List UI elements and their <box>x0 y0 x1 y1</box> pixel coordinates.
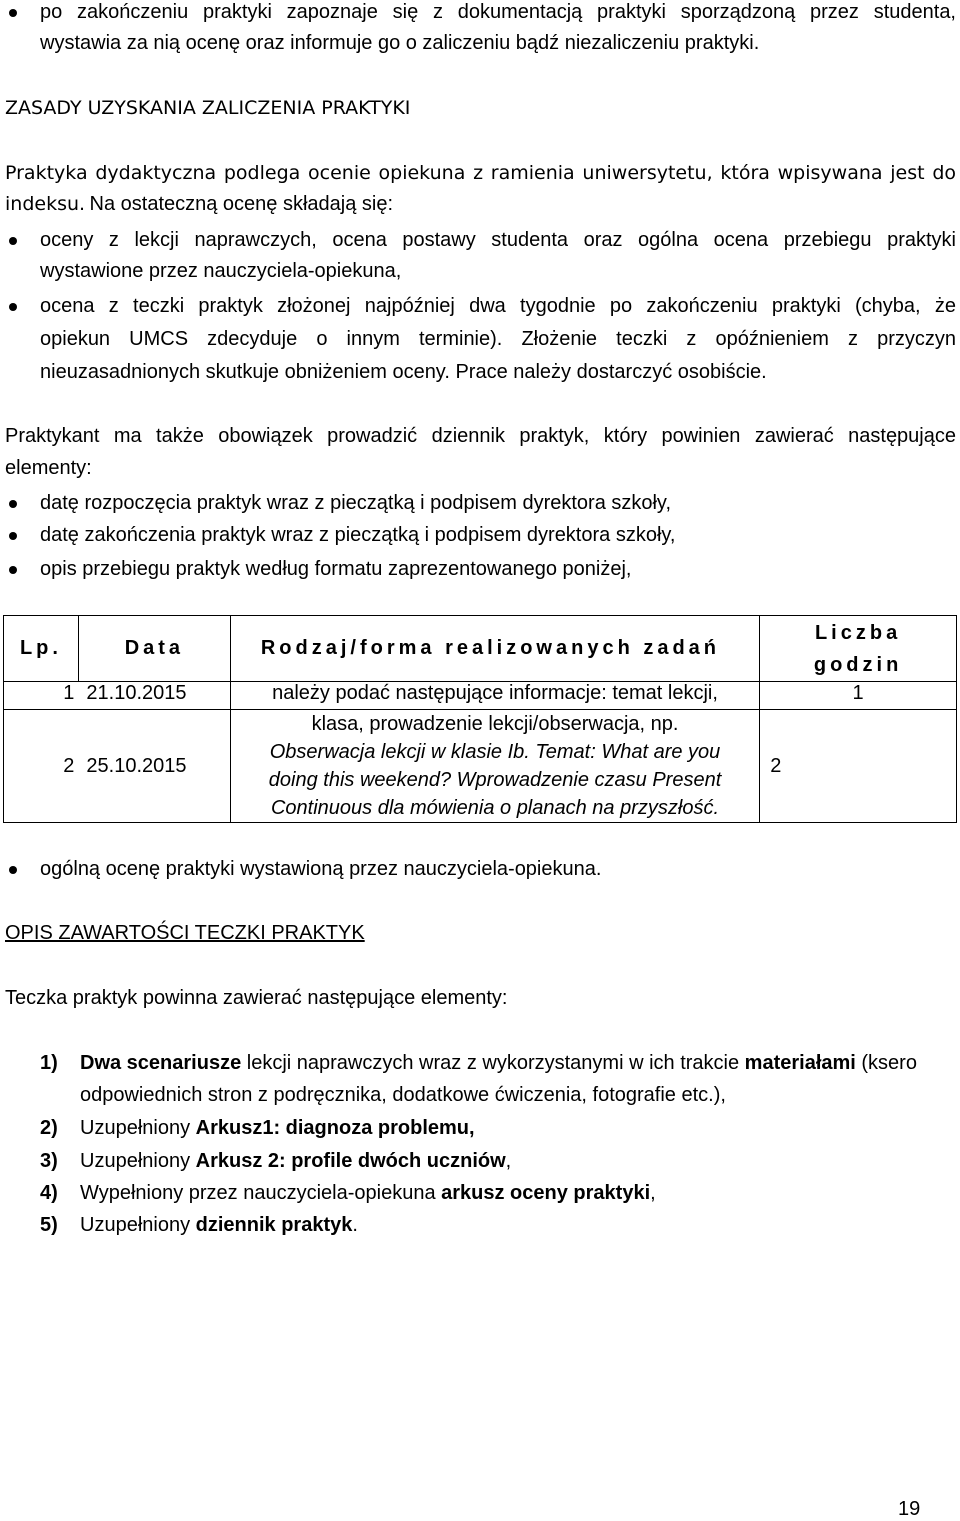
list-item-3-text: Uzupełniony <box>80 1150 196 1172</box>
list-number: 2) <box>40 1117 58 1139</box>
list-number: 3) <box>40 1150 58 1172</box>
row1-task: należy podać następujące informacje: temat lekcji, <box>230 682 759 710</box>
list-item-5-bold: dziennik praktyk <box>195 1214 353 1236</box>
section2-intro: Teczka praktyk powinna zawierać następujące elementy: <box>5 987 508 1009</box>
row1-date: 21.10.2015 <box>78 682 230 710</box>
journal-item: opis przebiegu praktyk według formatu zaprezentowanego poniżej, <box>40 558 632 580</box>
list-item-4-text: Wypełniony przez nauczyciela-opiekuna <box>80 1182 442 1204</box>
top-bullet-line-2: wystawia za nią ocenę oraz informuje go o zaliczeniu bądź niezaliczeniu praktyki. <box>40 32 760 54</box>
row1-hours: 1 <box>760 682 957 710</box>
list-item-2-bold: Arkusz1: diagnoza problemu, <box>195 1117 475 1139</box>
after-table-bullet: ogólną ocenę praktyki wystawioną przez nauczyciela-opiekuna. <box>40 858 602 880</box>
list-item-2-text: Uzupełniony <box>80 1117 196 1139</box>
table-row <box>4 710 957 823</box>
row2-task <box>230 710 759 823</box>
row2-task-line-2: Obserwacja lekcji w klasie Ib. Temat: What are you <box>269 741 721 763</box>
row2-date: 25.10.2015 <box>78 710 230 823</box>
bullet-icon <box>9 500 17 508</box>
section1-paragraph-part-b: Na ostateczną ocenę składają się: <box>89 193 394 215</box>
top-bullet-line-1: po zakończeniu praktyki zapoznaje się z dokumentacją praktyki sporządzoną przez studenta, <box>40 1 956 23</box>
row2-task-line-4: Continuous dla mówienia o planach na przyszłość. <box>270 797 720 819</box>
row2-lp: 2 <box>4 710 79 823</box>
header-lp: Lp. <box>4 616 79 682</box>
table-header-row <box>4 616 957 682</box>
section1-paragraph-line-1: Praktyka dydaktyczna podlega ocenie opiekuna z ramienia uniwersytetu, która wpisywana jest do <box>5 162 956 184</box>
journal-item: datę rozpoczęcia praktyk wraz z pieczątką i podpisem dyrektora szkoły, <box>40 492 672 514</box>
journal-intro-line-1: Praktykant ma także obowiązek prowadzić dziennik praktyk, który powinien zawierać następujące <box>5 425 956 447</box>
list-item-4 <box>80 1182 656 1205</box>
section1-bullet1-line-2: wystawione przez nauczyciela-opiekuna, <box>40 260 402 282</box>
list-item-1-bold-c: materiałami <box>744 1052 856 1074</box>
section1-paragraph-line-2 <box>5 193 393 216</box>
section1-bullet1-line-1: oceny z lekcji naprawczych, ocena postawy studenta oraz ogólna ocena przebiegu praktyki <box>40 229 956 251</box>
list-item-5-text: Uzupełniony <box>80 1214 196 1236</box>
bullet-icon <box>9 866 17 874</box>
bullet-icon <box>9 303 17 311</box>
bullet-icon <box>9 237 17 245</box>
bullet-icon <box>9 566 17 574</box>
list-item-5 <box>80 1214 358 1237</box>
section1-paragraph-part-a: indeksu. <box>5 193 86 215</box>
practice-log-table <box>3 615 957 823</box>
list-item-4-tail: , <box>650 1182 656 1204</box>
table-row <box>4 682 957 710</box>
header-task: Rodzaj/forma realizowanych zadań <box>230 616 759 682</box>
list-number: 5) <box>40 1214 58 1236</box>
list-item-3 <box>80 1150 511 1173</box>
list-item-4-bold: arkusz oceny praktyki <box>441 1182 651 1204</box>
header-date: Data <box>78 616 230 682</box>
page-number: 19 <box>898 1498 921 1520</box>
header-hours-line-1: Liczba <box>814 621 902 644</box>
list-item-3-tail: , <box>505 1150 512 1172</box>
header-hours-line-2: godzin <box>813 653 903 676</box>
list-number: 1) <box>40 1052 58 1074</box>
row2-hours: 2 <box>760 710 957 823</box>
journal-item: datę zakończenia praktyk wraz z pieczątką i podpisem dyrektora szkoły, <box>40 524 676 546</box>
bullet-icon <box>9 532 17 540</box>
header-hours <box>760 616 957 682</box>
section1-bullet2-line-2: opiekun UMCS zdecyduje o innym terminie). Złożenie teczki z opóźnieniem z przyczyn <box>40 328 956 350</box>
section-heading-opis: OPIS ZAWARTOŚCI TECZKI PRAKTYK <box>5 922 365 944</box>
row1-lp: 1 <box>4 682 79 710</box>
list-item-1-text-d: (ksero <box>855 1052 917 1074</box>
list-item-1-line-2: odpowiednich stron z podręcznika, dodatkowe ćwiczenia, fotografie etc.), <box>80 1084 726 1106</box>
section1-bullet2-line-3: nieuzasadnionych skutkuje obniżeniem oceny. Prace należy dostarczyć osobiście. <box>40 361 767 383</box>
section-heading-zasady: ZASADY UZYSKANIA ZALICZENIA PRAKTYKI <box>5 97 411 119</box>
section1-bullet2-line-1: ocena z teczki praktyk złożonej najpóźniej dwa tygodnie po zakończeniu praktyki (chyba, że <box>40 295 956 317</box>
list-item-3-bold: Arkusz 2: profile dwóch uczniów <box>195 1150 506 1172</box>
list-item-1 <box>80 1052 917 1075</box>
list-item-5-tail: . <box>352 1214 358 1236</box>
journal-intro-line-2: elementy: <box>5 457 92 479</box>
list-item-1-text-b: lekcji naprawczych wraz z wykorzystanymi w ich trakcie <box>241 1052 745 1074</box>
row2-task-line-3: doing this weekend? Wprowadzenie czasu Present <box>268 769 722 791</box>
list-number: 4) <box>40 1182 58 1204</box>
list-item-2 <box>80 1117 475 1140</box>
list-item-1-bold-a: Dwa scenariusze <box>80 1052 242 1074</box>
row2-task-line-1: klasa, prowadzenie lekcji/obserwacja, np. <box>311 713 679 735</box>
bullet-icon <box>9 9 17 17</box>
